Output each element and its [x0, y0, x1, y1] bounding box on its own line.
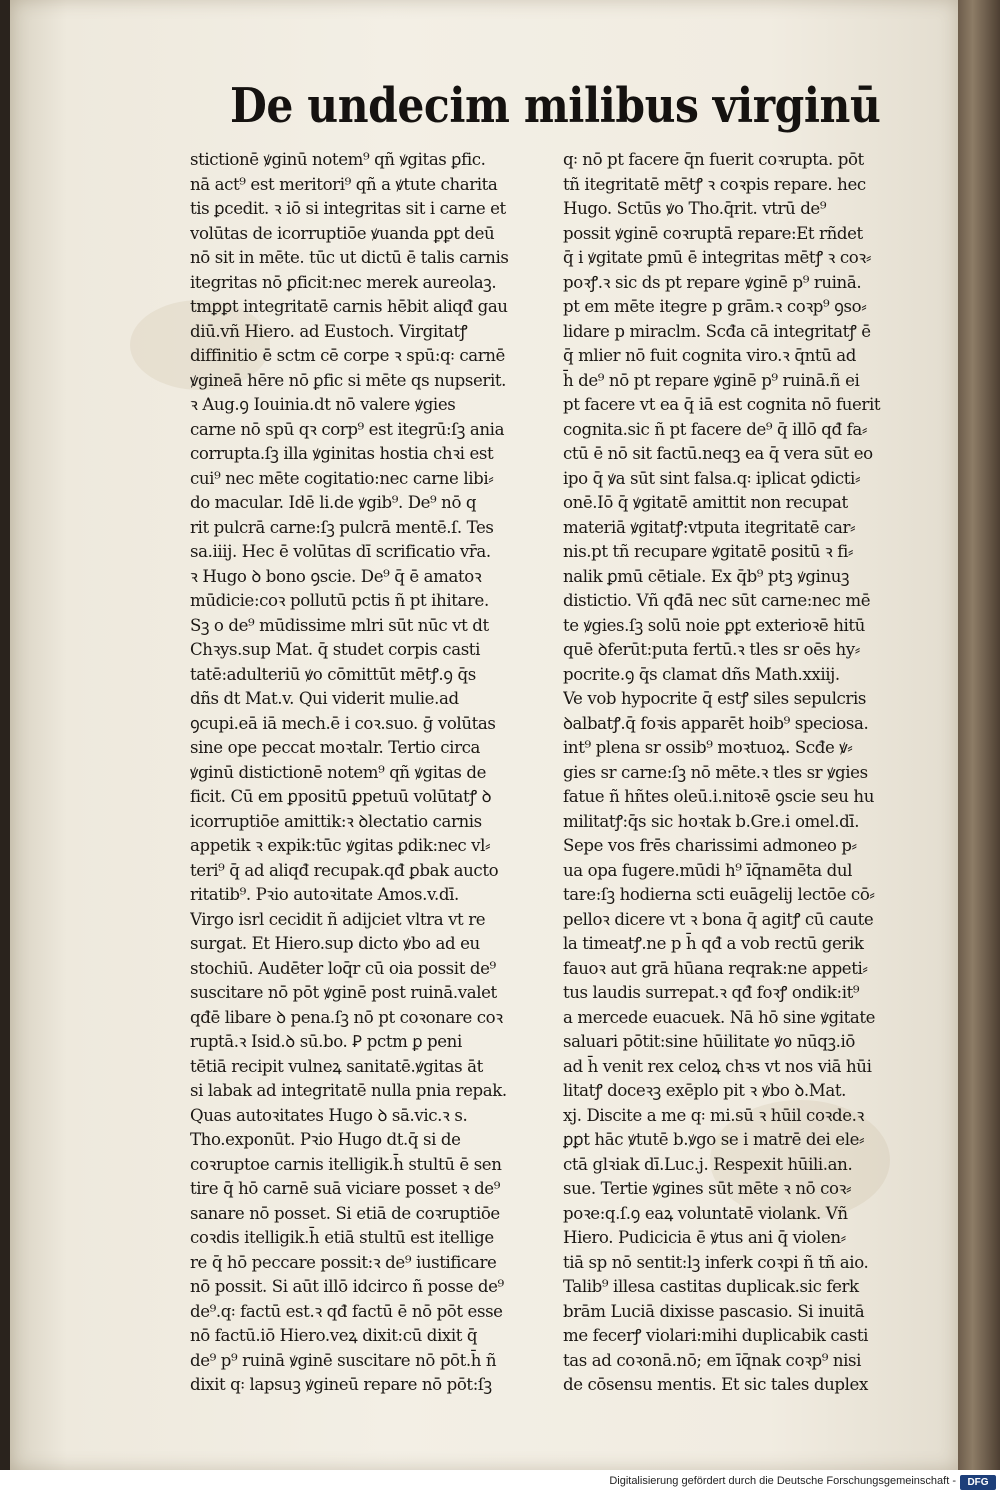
text-line: cui⁹ nec mēte cogitatio:nec carne libi⸗	[190, 468, 494, 488]
text-line: do macular. Idē li.de ꝟgib⁹. De⁹ nō q	[190, 493, 477, 512]
text-line: ꝺalbatꝭ.q̄ foꝛis apparēt hoib⁹ speciosa.	[563, 713, 869, 733]
text-line: materiā ꝟgitatꝭ:vtputa itegritatē car⸗	[563, 517, 856, 537]
text-line: dixit q꞉ lapsuꝫ ꝟgineū repare nō pōt:ſꝫ	[190, 1375, 492, 1394]
text-line: tiā sp nō sentit:lꝫ inferk coꝛpi ñ tñ aio.	[563, 1252, 869, 1272]
text-line: poꝛe:q.ſ.ꝯ eaꝝ voluntatē violank. Vñ	[563, 1203, 848, 1223]
text-line: ctū ē nō sit factū.neqꝫ ea q̄ vera sūt eo	[563, 444, 873, 463]
dfg-logo: DFG	[960, 1475, 996, 1490]
text-line: ficit. Cū em ꝑpositū ꝑpetuū volūtatꝭ ꝺ	[190, 787, 492, 806]
text-line: tis ꝑcedit. ꝛ iō si integritas sit i carne et	[190, 199, 506, 218]
text-line: ritatib⁹. Pꝛio autoꝛitate Amos.v.dī.	[190, 885, 459, 904]
text-line: ctā glꝛiak dī.Luc.j. Respexit hūili.an.	[563, 1154, 853, 1174]
text-line: tñ itegritatē mētꝭ ꝛ coꝛpis repare. hec	[563, 174, 866, 194]
text-line: ꝛ Aug.ꝯ Iouinia.dt nō valere ꝟgies	[190, 395, 456, 414]
text-line: nā act⁹ est meritori⁹ qñ a ꝟtute charita	[190, 174, 498, 194]
text-line: dñs dt Mat.v. Qui viderit mulie.ad	[190, 689, 459, 708]
text-line: de cōsensu mentis. Et sic tales duplex	[563, 1375, 868, 1394]
text-line: pocrite.ꝯ q̄s clamat dñs Math.xxiij.	[563, 664, 840, 684]
text-line: Virgo isrl cecidit ñ adijciet vltra vt re	[190, 909, 486, 929]
text-line: carne nō spū qꝛ corp⁹ est itegrū:ſꝫ ania	[190, 419, 505, 439]
text-line: coꝛdis itelligik.h̄ etiā stultū est itellige	[190, 1228, 494, 1247]
text-line: ꝑꝑt hāc ꝟtutē b.ꝟgo se i matrē dei ele⸗	[563, 1130, 865, 1149]
text-line: nō possit. Si aūt illō idcirco ñ posse de⁹	[190, 1277, 504, 1296]
text-line: ꝯcupi.eā iā mech.ē i coꝛ.suo. ḡ volūtas	[190, 713, 496, 733]
text-line: ruptā.ꝛ Isid.ꝺ sū.bo. Ꝑ pctm ꝑ peni	[190, 1032, 462, 1051]
text-line: militatꝭ:q̄s sic hoꝛtak b.Gre.i omel.dī.	[563, 811, 860, 831]
text-line: nis.pt tñ recupare ꝟgitatē ꝑositū ꝛ fi⸗	[563, 542, 854, 561]
text-line: la timeatꝭ.ne p h̄ qđ a vob rectū gerik	[563, 934, 864, 953]
text-line: pt facere vt ea q̄ iā est cognita nō fuerit	[563, 395, 881, 414]
text-line: possit ꝟginē coꝛruptā repare:Et rñdet	[563, 223, 863, 243]
text-line: tire q̄ hō carnē suā viciare posset ꝛ de⁹	[190, 1179, 500, 1198]
text-line: quē ꝺferūt:puta fertū.ꝛ tles sr oēs hy⸗	[563, 640, 860, 659]
text-line: si labak ad integritatē nulla pnia repak.	[190, 1081, 507, 1100]
text-line: q꞉ nō pt facere q̄n fuerit coꝛrupta. pōt	[563, 150, 864, 169]
scan-background-left	[0, 0, 10, 1470]
text-line: diū.vñ Hiero. ad Eustoch. Virgitatꝭ	[190, 321, 468, 341]
page-title: De undecim milibus virginū	[230, 78, 881, 134]
text-line: xj. Discite a me q꞉ mi.sū ꝛ hūil coꝛde.ꝛ	[563, 1105, 864, 1125]
right-text-column	[563, 148, 913, 1398]
text-line: a mercede euacuek. Nā hō sine ꝟgitate	[563, 1007, 876, 1027]
text-line: fauoꝛ aut grā hūana reqrak:ne appeti⸗	[563, 958, 868, 978]
text-line: stochiū. Audēter loq̄r cū oia possit de⁹	[190, 958, 496, 978]
text-line: q̄ i ꝟgitate ꝑmū ē integritas mētꝭ ꝛ coꝛ⸗	[563, 248, 871, 267]
text-line: ua opa fugere.mūdi h⁹ īq̄namēta dul	[563, 860, 853, 880]
text-line: ꝛ Hugo ꝺ bono ꝯscie. De⁹ q̄ ē amatoꝛ	[190, 566, 482, 586]
text-line: saluari pōtit:sine hūilitate ꝟo nūqꝫ.iō	[563, 1032, 855, 1051]
text-line: tatē:adulteriū ꝟo cōmittūt mētꝭ.ꝯ q̄s	[190, 664, 476, 684]
text-line: coꝛruptoe carnis itelligik.h̄ stultū ē sen	[190, 1154, 502, 1174]
text-line: Hugo. Sctūs ꝟo Tho.q̄rit. vtrū de⁹	[563, 199, 827, 218]
text-line: fatue ñ hñtes oleū.i.nitoꝛē ꝯscie seu hu	[563, 787, 874, 806]
text-line: tētiā recipit vulneꝝ sanitatē.ꝟgitas āt	[190, 1056, 483, 1076]
text-line: litatꝭ doceꝛꝫ exēplo pit ꝛ ꝟbo ꝺ.Mat.	[563, 1081, 847, 1100]
text-line: volūtas de icorruptiōe ꝟuanda ꝑꝑt deū	[190, 223, 495, 243]
text-line: suscitare nō pōt ꝟginē post ruinā.valet	[190, 983, 497, 1002]
text-line: Talib⁹ illesa castitas duplicak.sic ferk	[563, 1277, 859, 1296]
text-line: appetik ꝛ expik:tūc ꝟgitas ꝑdik:nec vl⸗	[190, 836, 491, 855]
text-line: qđē libare ꝺ pena.ſꝫ nō pt coꝛonare coꝛ	[190, 1007, 503, 1027]
text-line: lidare p miraclm. Scđa cā integritatꝭ ē	[563, 321, 871, 341]
text-line: de⁹ p⁹ ruinā ꝟginē suscitare nō pōt.h̄ ñ	[190, 1350, 497, 1370]
text-line: de⁹.q꞉ factū est.ꝛ qđ factū ē nō pōt esse	[190, 1301, 503, 1321]
text-line: Sꝫ o de⁹ mūdissime mlri sūt nūc vt dt	[190, 615, 489, 635]
text-line: Quas autoꝛitates Hugo ꝺ sā.vic.ꝛ s.	[190, 1105, 468, 1125]
text-line: brām Luciā dixisse pascasio. Si inuitā	[563, 1301, 865, 1321]
text-line: Tho.exponūt. Pꝛio Hugo dt.q̄ si de	[190, 1130, 461, 1149]
text-line: teri⁹ q̄ ad aliqđ recupak.qđ ꝑbak aucto	[190, 860, 499, 880]
text-line: nō sit in mēte. tūc ut dictū ē talis carnis	[190, 248, 509, 267]
text-line: re q̄ hō peccare possit:ꝛ de⁹ iustificare	[190, 1252, 497, 1272]
text-line: icorruptiōe amittik:ꝛ ꝺlectatio carnis	[190, 811, 482, 831]
text-line: tmꝑꝑt integritatē carnis hēbit aliqđ gau	[190, 297, 508, 316]
text-line: onē.Iō q̄ ꝟgitatē amittit non recupat	[563, 493, 848, 512]
book-edge-right	[958, 0, 1000, 1470]
text-line: me fecerꝭ violari:mihi duplicabik casti	[563, 1326, 869, 1345]
text-line: sue. Tertie ꝟgines sūt mēte ꝛ nō coꝛ⸗	[563, 1179, 852, 1198]
text-line: te ꝟgies.ſꝫ solū noie ꝑꝑt exterioꝛē hitū	[563, 615, 865, 635]
text-line: corrupta.ſꝫ illa ꝟginitas hostia chꝛi est	[190, 444, 494, 463]
text-line: distictio. Vñ qđā nec sūt carne:nec mē	[563, 591, 871, 610]
text-line: nō factū.iō Hiero.veꝝ dixit:cū dixit q̄	[190, 1326, 478, 1345]
text-line: sanare nō posset. Si etiā de coꝛruptiōe	[190, 1203, 500, 1223]
text-line: tus laudis surrepat.ꝛ qđ foꝛꝭ ondik:it⁹	[563, 983, 860, 1002]
text-line: ꝟgineā hēre nō ꝑfic si mēte qs nupserit.	[190, 370, 507, 390]
text-line: tas ad coꝛonā.nō; em īq̄nak coꝛp⁹ nisi	[563, 1350, 862, 1370]
text-line: ipo q̄ ꝟa sūt sint falsa.q꞉ iplicat ꝯdicti⸗	[563, 468, 861, 488]
text-line: surgat. Et Hiero.sup dicto ꝟbo ad eu	[190, 934, 480, 953]
text-line: cognita.sic ñ pt facere de⁹ q̄ illō qđ fa⸗	[563, 419, 867, 439]
text-line: h̄ de⁹ nō pt repare ꝟginē p⁹ ruinā.ñ ei	[563, 370, 860, 390]
text-line: stictionē ꝟginū notem⁹ qñ ꝟgitas ꝑfic.	[190, 150, 486, 169]
text-line: Sepe vos frēs charissimi admoneo p⸗	[563, 836, 857, 855]
text-line: int⁹ plena sr ossib⁹ moꝛtuoꝝ. Scđe ꝟ⸗	[563, 738, 853, 757]
text-line: itegritas nō ꝑficit:nec merek aureolaꝫ.	[190, 272, 497, 292]
text-line: Hiero. Pudicicia ē ꝟtus ani q̄ violen⸗	[563, 1228, 846, 1247]
text-line: pt em mēte itegre p grām.ꝛ coꝛp⁹ ꝯso⸗	[563, 297, 867, 316]
text-line: Chꝛys.sup Mat. q̄ studet corpis casti	[190, 640, 480, 659]
text-line: tare:ſꝫ hodierna scti euāgelij lectōe cō⸗	[563, 885, 875, 904]
text-line: ad h̄ venit rex celoꝝ chꝛs vt nos viā hūi	[563, 1056, 872, 1076]
footer-credit: Digitalisierung gefördert durch die Deutsche Forschungsgemeinschaft -	[609, 1475, 956, 1487]
text-line: diffinitio ē sctm cē corpe ꝛ spū:q꞉ carnē	[190, 346, 505, 365]
text-line: q̄ mlier nō fuit cognita viro.ꝛ q̄ntū ad	[563, 346, 857, 365]
text-line: mūdicie:coꝛ pollutū pctis ñ pt ihitare.	[190, 591, 489, 610]
text-line: pelloꝛ dicere vt ꝛ bona q̄ agitꝭ cū caute	[563, 909, 874, 929]
left-text-column	[190, 148, 552, 1398]
text-line: ꝟginū distictionē notem⁹ qñ ꝟgitas de	[190, 762, 487, 782]
digitization-footer	[0, 1470, 1000, 1495]
text-line: sa.iiij. Hec ē volūtas dī scrificatio vr̄a.	[190, 542, 491, 561]
text-line: nalik ꝑmū cētiale. Ex q̄b⁹ ptꝫ ꝟginuꝫ	[563, 566, 850, 586]
text-line: Ve vob hypocrite q̄ estꝭ siles sepulcris	[563, 689, 866, 708]
text-line: poꝛꝭ.ꝛ sic ds pt repare ꝟginē p⁹ ruinā.	[563, 272, 862, 292]
text-line: sine ope peccat moꝛtalr. Tertio circa	[190, 738, 480, 757]
text-line: gies sr carne:ſꝫ nō mēte.ꝛ tles sr ꝟgies	[563, 762, 868, 782]
text-line: rit pulcrā carne:ſꝫ pulcrā mentē.ſ. Tes	[190, 517, 494, 537]
